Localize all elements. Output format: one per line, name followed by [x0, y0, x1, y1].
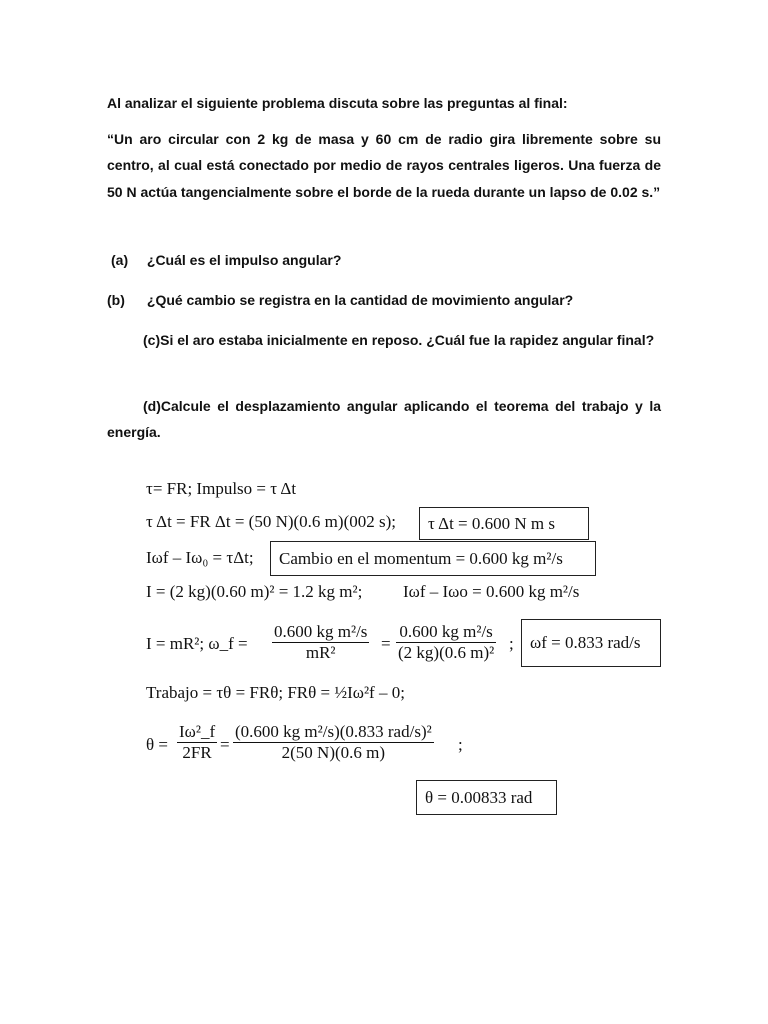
- fraction-4-numerator: (0.600 kg m²/s)(0.833 rad/s)²: [235, 722, 432, 741]
- fraction-1-numerator: 0.600 kg m²/s: [274, 622, 368, 641]
- semicolon-2: ;: [458, 735, 463, 754]
- eq-line-2: τ Δt = FR Δt = (50 N)(0.6 m)(002 s);: [146, 512, 396, 531]
- intro-text: Al analizar el siguiente problema discuta sobre las preguntas al final:: [107, 95, 568, 111]
- question-d: (d)Calcule el desplazamiento angular aplicando el teorema del trabajo y la energía.: [107, 398, 661, 441]
- eq-line-4b: Iωf – Iωo = 0.600 kg m²/s: [403, 582, 580, 601]
- equals-sign-2: =: [220, 735, 230, 754]
- question-c: (c)Si el aro estaba inicialmente en reposo. ¿Cuál fue la rapidez angular final?: [143, 332, 655, 348]
- eq-line-3: Iωf – Iω₀ = τΔt;: [146, 548, 254, 567]
- fraction-1-denominator: mR²: [272, 642, 369, 663]
- question-a-label: (a): [111, 252, 129, 268]
- fraction-3-denominator: 2FR: [177, 742, 217, 763]
- eq-line-1: τ= FR; Impulso = τ Δt: [146, 479, 297, 498]
- theta-lhs: θ =: [146, 735, 168, 754]
- fraction-omega-1: [272, 622, 369, 663]
- answer-box-omega: ωf = 0.833 rad/s: [521, 619, 661, 667]
- question-b-text: ¿Qué cambio se registra en la cantidad de movimiento angular?: [146, 292, 574, 308]
- question-b: [107, 290, 573, 310]
- question-a: [107, 250, 341, 270]
- fraction-3-numerator: Iω²_f: [179, 722, 216, 741]
- semicolon-1: ;: [509, 634, 514, 653]
- eq-line-4a: I = (2 kg)(0.60 m)² = 1.2 kg m²;: [146, 582, 363, 601]
- fraction-2-numerator: 0.600 kg m²/s: [399, 622, 493, 641]
- eq-line-5-lhs: I = mR²; ω_f =: [146, 634, 248, 653]
- question-a-text: ¿Cuál es el impulso angular?: [146, 252, 342, 268]
- fraction-4-denominator: 2(50 N)(0.6 m): [233, 742, 434, 763]
- fraction-2-denominator: (2 kg)(0.6 m)²: [398, 643, 495, 662]
- answer-box-momentum: Cambio en el momentum = 0.600 kg m²/s: [270, 541, 596, 576]
- fraction-theta-1: [177, 722, 217, 763]
- answer-box-impulse: τ Δt = 0.600 N m s: [419, 507, 589, 540]
- fraction-omega-2: [396, 622, 496, 663]
- problem-statement: “Un aro circular con 2 kg de masa y 60 cm de radio gira libremente sobre su centro, al cual está conectado por medio de rayos centrales ligeros. Una fuerza de 50 N actúa tangencialmente sobre el borde de la rueda durante un lapso de 0.02 s.”: [107, 131, 661, 200]
- equals-sign-1: =: [381, 634, 391, 653]
- answer-box-theta: θ = 0.00833 rad: [416, 780, 557, 815]
- question-b-label: (b): [107, 292, 125, 308]
- fraction-theta-2: [233, 722, 434, 763]
- eq-line-6: Trabajo = τθ = FRθ; FRθ = ½Iω²f – 0;: [146, 683, 405, 702]
